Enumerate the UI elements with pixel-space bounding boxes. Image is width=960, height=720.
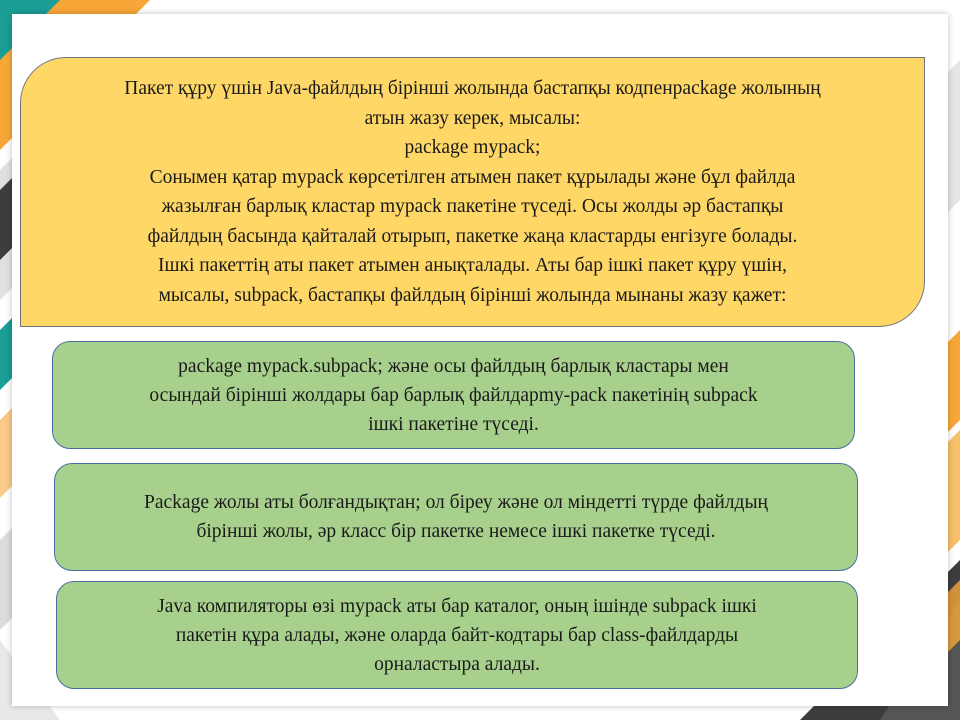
main-text-line: Сонымен қатар mypack көрсетілген атымен пакет құрылады және бұл файлда <box>149 166 796 188</box>
green-box-line: пакетін құра алады, және оларда байт-кодтары бар class-файлдарды <box>175 624 739 646</box>
main-text-box <box>20 57 925 327</box>
main-text-line: package mypack; <box>404 137 541 158</box>
green-box-line: Package жолы аты болғандықтан; ол біреу және ол міндетті түрде файлдың <box>144 492 768 513</box>
main-text-line: Ішкі пакеттің аты пакет атымен анықталады. Аты бар ішкі пакет құру үшін, <box>157 255 787 276</box>
main-text-line: Пакет құру үшін Java-файлдың бірінші жолында бастапқы кодпенpackage жолының <box>124 78 821 99</box>
main-text-line: атын жазу керек, мысалы: <box>364 107 581 129</box>
main-text-line: мысалы, subpack, бастапқы файлдың бірінші жолында мынаны жазу қажет: <box>158 284 787 306</box>
main-text-line: жазылған барлық кластар mypack пакетіне түседі. Осы жолды әр бастапқы <box>161 196 784 217</box>
green-box-line: осындай бірінші жолдары бар барлық файлдарmy-pack пакетінің subpack <box>149 384 758 406</box>
green-box-compiler <box>56 581 858 689</box>
green-box-line: ішкі пакетіне түседі. <box>368 413 539 435</box>
green-box-line: орналастыра алады. <box>374 653 540 675</box>
green-box-line: бірінші жолы, әр класс бір пакетке немесе ішкі пакетке түседі. <box>196 521 716 542</box>
main-text-line: файлдың басында қайталай отырып, пакетке жаңа кластарды енгізуге болады. <box>147 225 798 247</box>
green-box-package-line <box>54 463 858 571</box>
green-box-line: Java компиляторы өзі mypack аты бар каталог, оның ішінде subpack ішкі <box>157 595 757 617</box>
green-box-line: package mypack.subpack; және осы файлдың барлық кластары мен <box>178 355 729 377</box>
green-box-subpack <box>52 341 855 449</box>
